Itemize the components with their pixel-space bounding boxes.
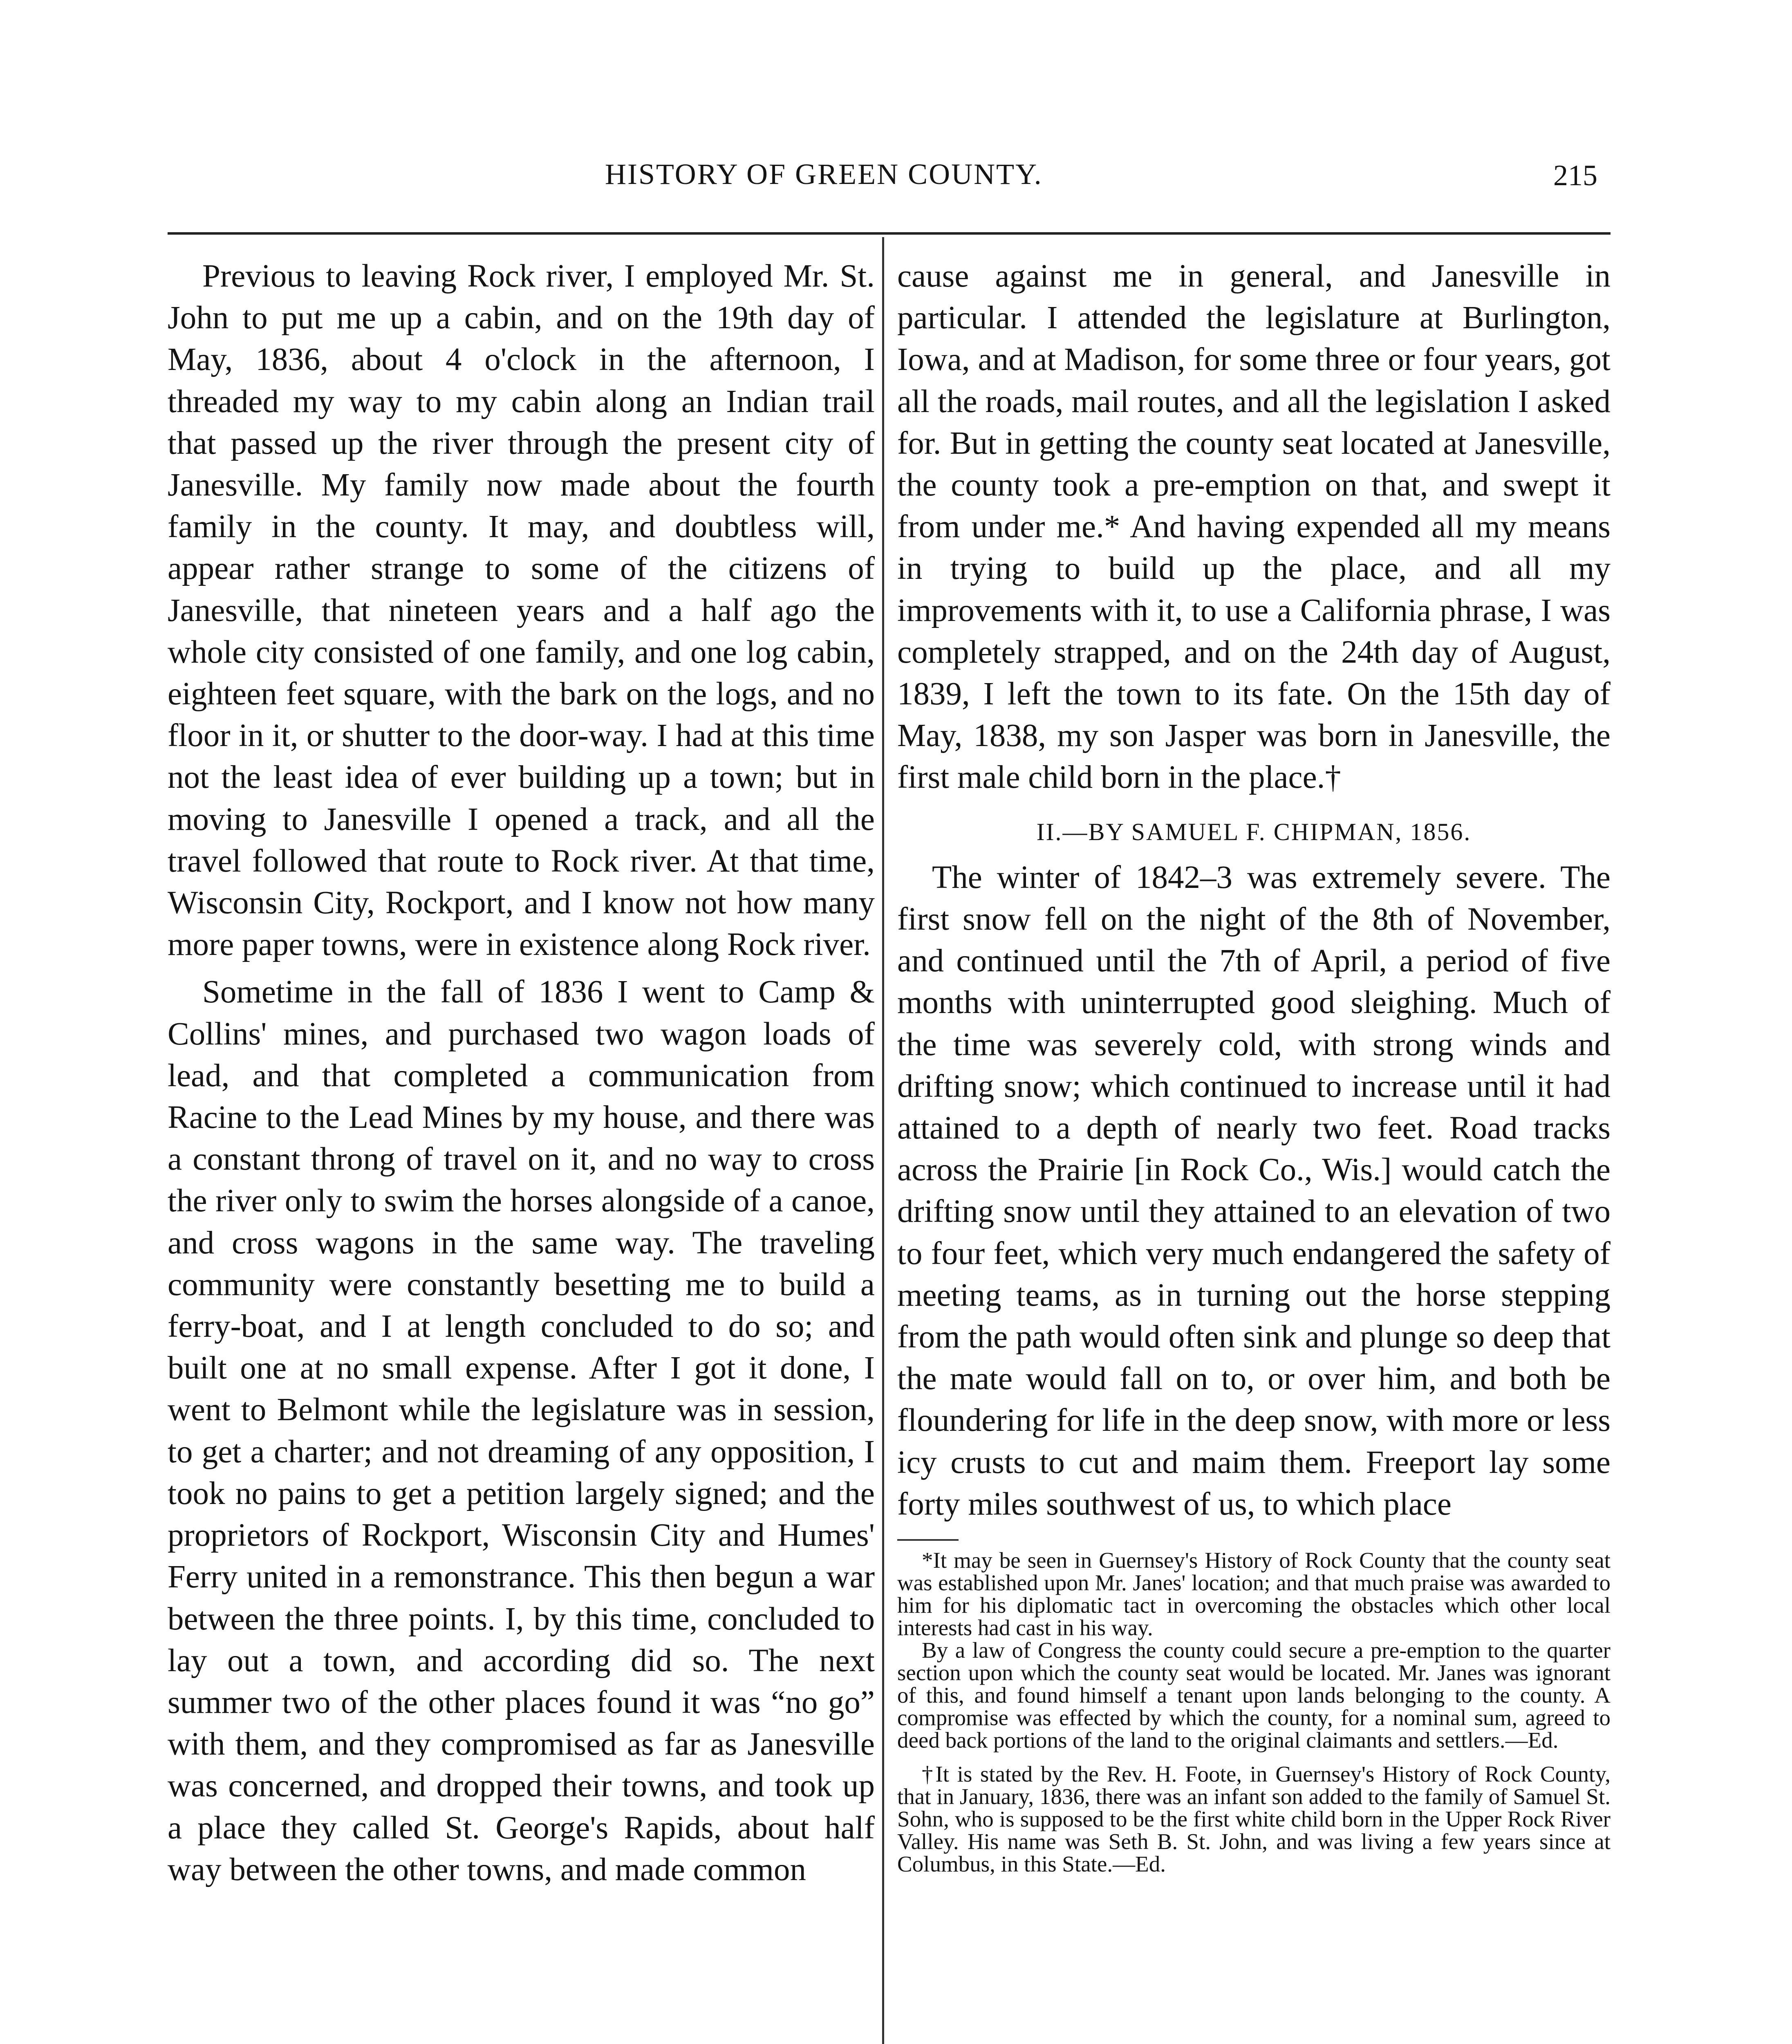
footnote-star: *It may be seen in Guernsey's History of Rock County that the county seat was established upon Mr. Janes' location; and that much praise was awarded to him for his diplomatic tact in overcoming the obstacles which other local interests had cast in his way. [897,1548,1611,1641]
column-divider [882,237,884,2044]
body-paragraph: Previous to leaving Rock river, I employed Mr. St. John to put me up a cabin, and on the 19th day of May, 1836, about 4 o'clock in the afternoon, I threaded my way to my cabin along an Indian trail that passed up the river through the present city of Janesville. My family now made about the fourth family in the county. It may, and doubtless will, appear rather strange to some of the citizens of Janesville, that nineteen years and a half ago the whole city consisted of one family, and one log cabin, eighteen feet square, with the bark on the logs, and no floor in it, or shutter to the door-way. I had at this time not the least idea of ever building up a town; but in moving to Janesville I opened a track, and all the travel followed that route to Rock river. At that time, Wisconsin City, Rockport, and I know not how many more paper towns, were in existence along Rock river. [168,258,875,963]
page-number: 215 [1553,159,1597,192]
body-paragraph: Sometime in the fall of 1836 I went to Camp & Collins' mines, and purchased two wagon loads of lead, and that completed a communication from Racine to the Lead Mines by my house, and there was a constant throng of travel on it, and no way to cross the river only to swim the horses alongside of a canoe, and cross wagons in the same way. The traveling community were constantly besetting me to build a ferry-boat, and I at length concluded to do so; and built one at no small expense. After I got it done, I went to Belmont while the legislature was in session, to get a charter; and not dreaming of any opposition, I took no pains to get a petition largely signed; and the proprietors of Rockport, Wisconsin City and Humes' Ferry united in a remonstrance. This then begun a war between the three points. I, by this time, concluded to lay out a town, and according did so. The next summer two of the other places found it was “no go” with them, and they compromised as far as Janesville was concerned, and dropped their towns, and took up a place they called St. George's Rapids, about half way between the other towns, and made common [168,974,875,1887]
continued-paragraph: cause against me in general, and Janesville in particular. I attended the legislature at Burlington, Iowa, and at Madison, for some three or four years, got all the roads, mail routes, and all the legislation I asked for. But in getting the county seat located at Janesville, the county took a pre-emption on that, and swept it from under me.* And having expended all my means in trying to build up the place, and all my improvements with it, to use a California phrase, I was completely strapped, and on the 24th day of August, 1839, I left the town to its fate. On the 15th day of May, 1838, my son Jasper was born in Janesville, the first male child born in the place.† [897,258,1611,796]
left-column [168,256,875,1891]
footnote-dagger: †It is stated by the Rev. H. Foote, in Guernsey's History of Rock County, that in January, 1836, there was an infant son added to the family of Samuel St. Sohn, who is supposed to be the first white child born in the Upper Rock River Valley. His name was Seth B. St. John, and was living a few years since at Columbus, in this State.—Ed. [897,1762,1611,1877]
right-column [897,256,1611,1875]
footnotes [897,1549,1611,1875]
running-header-title: HISTORY OF GREEN COUNTY. [605,158,1043,191]
body-paragraph: The winter of 1842–3 was extremely severe. The first snow fell on the night of the 8th of November, and continued until the 7th of April, a period of five months with uninterrupted good sleighing. Much of the time was severely cold, with strong winds and drifting snow; which continued to increase until it had attained to a depth of nearly two feet. Road tracks across the Prairie [in Rock Co., Wis.] would catch the drifting snow until they attained to an elevation of two to four feet, which very much endangered the safety of meeting teams, as in turning out the horse stepping from the path would often sink and plunge so deep that the mate would fall on to, or over him, and both be floundering for life in the deep snow, with more or less icy crusts to cut and maim them. Freeport lay some forty miles southwest of us, to which place [897,859,1611,1522]
footnote-star-continued: By a law of Congress the county could secure a pre-emption to the quarter section upon which the county seat would be located. Mr. Janes was ignorant of this, and found himself a tenant upon lands belonging to the county. A compromise was effected by which the county, for a nominal sum, agreed to deed back portions of the land to the original claimants and settlers.—Ed. [897,1638,1611,1753]
section-heading: II.—BY SAMUEL F. CHIPMAN, 1856. [1036,818,1472,845]
header-rule [168,232,1611,235]
footnote-rule [897,1539,959,1541]
